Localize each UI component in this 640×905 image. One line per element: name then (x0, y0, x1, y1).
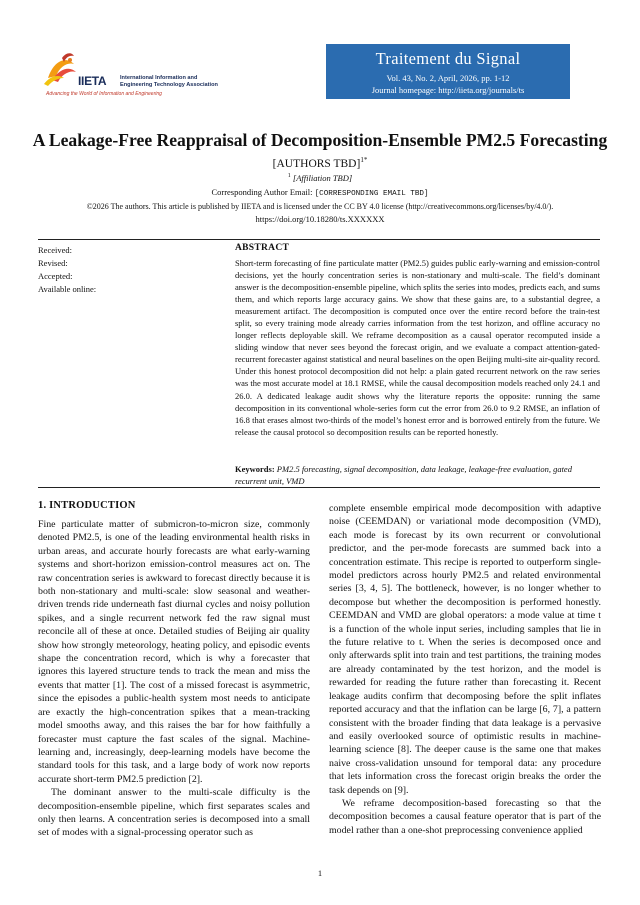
section-heading-introduction: 1. INTRODUCTION (38, 500, 136, 511)
abstract-heading: ABSTRACT (235, 243, 290, 253)
authors (0, 156, 640, 170)
journal-name: Traitement du Signal (375, 49, 521, 68)
affiliation (0, 173, 640, 183)
paragraph: Fine particulate matter of submicron-to-micron size, commonly denoted PM2.5, is one of the leading environmental health risks in urban areas, and accurate hourly forecasts are what early-warning systems and short-horizon emission-control measures act on. The raw concentration series is awkward to forecast directly because it is both non-stationary and multi-scale: slow seasonal and weather-driven trends ride underneath fast diurnal cycles and noisy pollution spikes, and a single recurrent network fed the raw signal must reconcile all of these at once. Detailed studies of Beijing air quality show how strongly meteorology, heating policy, and episodic events shape the concentration record, which is why a forecaster that ignores this layered structure tends to track the mean and miss the events that matter [1]. The cost of a missed forecast is asymmetric, since the episodes a public-health system most needs to anticipate are exactly the high-concentration spikes that a mean-tracking model smooths away, and this raises the bar for how faithfully a forecaster must capture the fast scales of the signal. Machine-learning and, increasingly, deep-learning models have become the standard tools for this task, and a large body of work now reports accurate short-term PM2.5 prediction [2]. (38, 519, 310, 785)
authors-text: [AUTHORS TBD] (272, 157, 361, 170)
doi-link[interactable]: https://doi.org/10.18280/ts.XXXXXX (255, 214, 385, 224)
date-revised: Revised: (38, 258, 68, 268)
article-dates (38, 244, 218, 296)
divider-abstract (38, 487, 600, 488)
paragraph: complete ensemble empirical mode decomposition with adaptive noise (CEEMDAN) or variational mode decomposition (VMD), each mode is forecast by its own recurrent or convolutional predictor, and the per-mode forecasts are summed back into a concentration estimate. This recipe is reported to outperform single-model predictors across hourly PM2.5 and related environmental series [3, 4, 5]. The bottleneck, however, is no longer whether to decompose but whether the decomposition is performed honestly. CEEMDAN and VMD are global operators: a mode value at time t is a function of the whole input series, including samples that lie in the future relative to t. When the series is decomposed once and only afterwards split into train and test partitions, the training modes are already contaminated by the test horizon, and the model is rewarded for reading the future rather than forecasting it. Recent leakage audits confirm that decomposing before the split inflates reported accuracy and that the inflation can be large [6, 7], a pattern consistent with the broader finding that data leakage is a pervasive and easily overlooked source of optimistic results in machine-learning science [8]. The deeper cause is the same one that makes naive cross-validation unsound for temporal data: any procedure that lets information cross the forecast origin breaks the order the task depends on [9]. (329, 503, 601, 796)
affiliation-superscript: 1 (287, 173, 291, 180)
date-accepted: Accepted: (38, 271, 73, 281)
corresponding-author (0, 187, 640, 198)
journal-volume: Vol. 43, No. 2, April, 2026, pp. 1-12 (386, 73, 510, 83)
body-column-right (329, 502, 601, 837)
journal-banner (326, 44, 570, 99)
affiliation-text: [Affiliation TBD] (292, 173, 353, 183)
corresponding-label: Corresponding Author Email: (211, 187, 313, 197)
corresponding-email[interactable]: [CORRESPONDING EMAIL TBD] (314, 190, 429, 198)
keywords (235, 463, 600, 487)
abstract-body: Short-term forecasting of fine particulate matter (PM2.5) guides public early-warning and emission-control decisions, yet the hourly concentration series is non-stationary and multi-scale. The field’s dominant answer is the decomposition-ensemble pipeline, which splits the series into modes, predicts each, and sums them, and which reports large accuracy gains. We show that these gains are, to a substantial degree, a measurement artifact. The decomposition is computed once over the entire record before the train-test split, so every training mode already carries information from the test horizon, and offline accuracy no longer reflects deployable skill. We reframe decomposition as a causal operator recomputed inside a sliding window that never sees beyond the forecast origin, and we evaluate a compact attention-gated-recurrent forecaster against statistical and neural baselines on the open Beijing multi-site air-quality record. Under this honest protocol decomposition did not help: a plain gated recurrent network on the raw series was the most accurate model at 18.1 RMSE, while the causal decomposition models reached only 24.1 and 26.0. A dedicated leakage audit shows why the literature reports the opposite: running the same decomposition in its conventional whole-series form cut the error from 26.0 to 9.2 RMSE, an inflation of 16.8 that erases almost two-thirds of the model’s honest error and is borrowed entirely from the future. We release the causal protocol so decomposition results can be reported honestly. (235, 258, 600, 437)
paragraph: We reframe decomposition-based forecasting so that the decomposition becomes a causal feature operator that is part of the model rather than a one-shot preprocessing convenience applied (329, 797, 601, 836)
keywords-list: PM2.5 forecasting, signal decomposition, data leakage, leakage-free evaluation, gated recurrent unit, VMD (235, 464, 572, 486)
paragraph: The dominant answer to the multi-scale difficulty is the decomposition-ensemble pipeline, which first separates scales and only then learns. A concentration series is decomposed into a small set of modes with a signal-processing operator such as (38, 787, 310, 839)
divider-top (38, 239, 600, 240)
date-available-online: Available online: (38, 284, 97, 294)
journal-homepage[interactable]: Journal homepage: http://iieta.org/journals/ts (371, 85, 525, 95)
logo-association-line1: International Information and (120, 75, 198, 81)
logo-association-line2: Engineering Technology Association (120, 82, 218, 88)
date-received: Received: (38, 245, 72, 255)
logo-wordmark: IIETA (78, 74, 107, 88)
paper-title: A Leakage-Free Reappraisal of Decomposition-Ensemble PM2.5 Forecasting (32, 130, 608, 150)
keywords-label: Keywords: (235, 464, 275, 474)
body-column-left (38, 518, 310, 840)
logo-tagline: Advancing the World of Information and Engineering (46, 91, 162, 97)
page-number: 1 (317, 868, 323, 878)
license-statement: ©2026 The authors. This article is published by IIETA and is licensed under the CC BY 4.0 license (http://creativecommons.org/licenses/by/4.0/). (86, 202, 554, 211)
authors-superscript: 1* (360, 156, 368, 164)
